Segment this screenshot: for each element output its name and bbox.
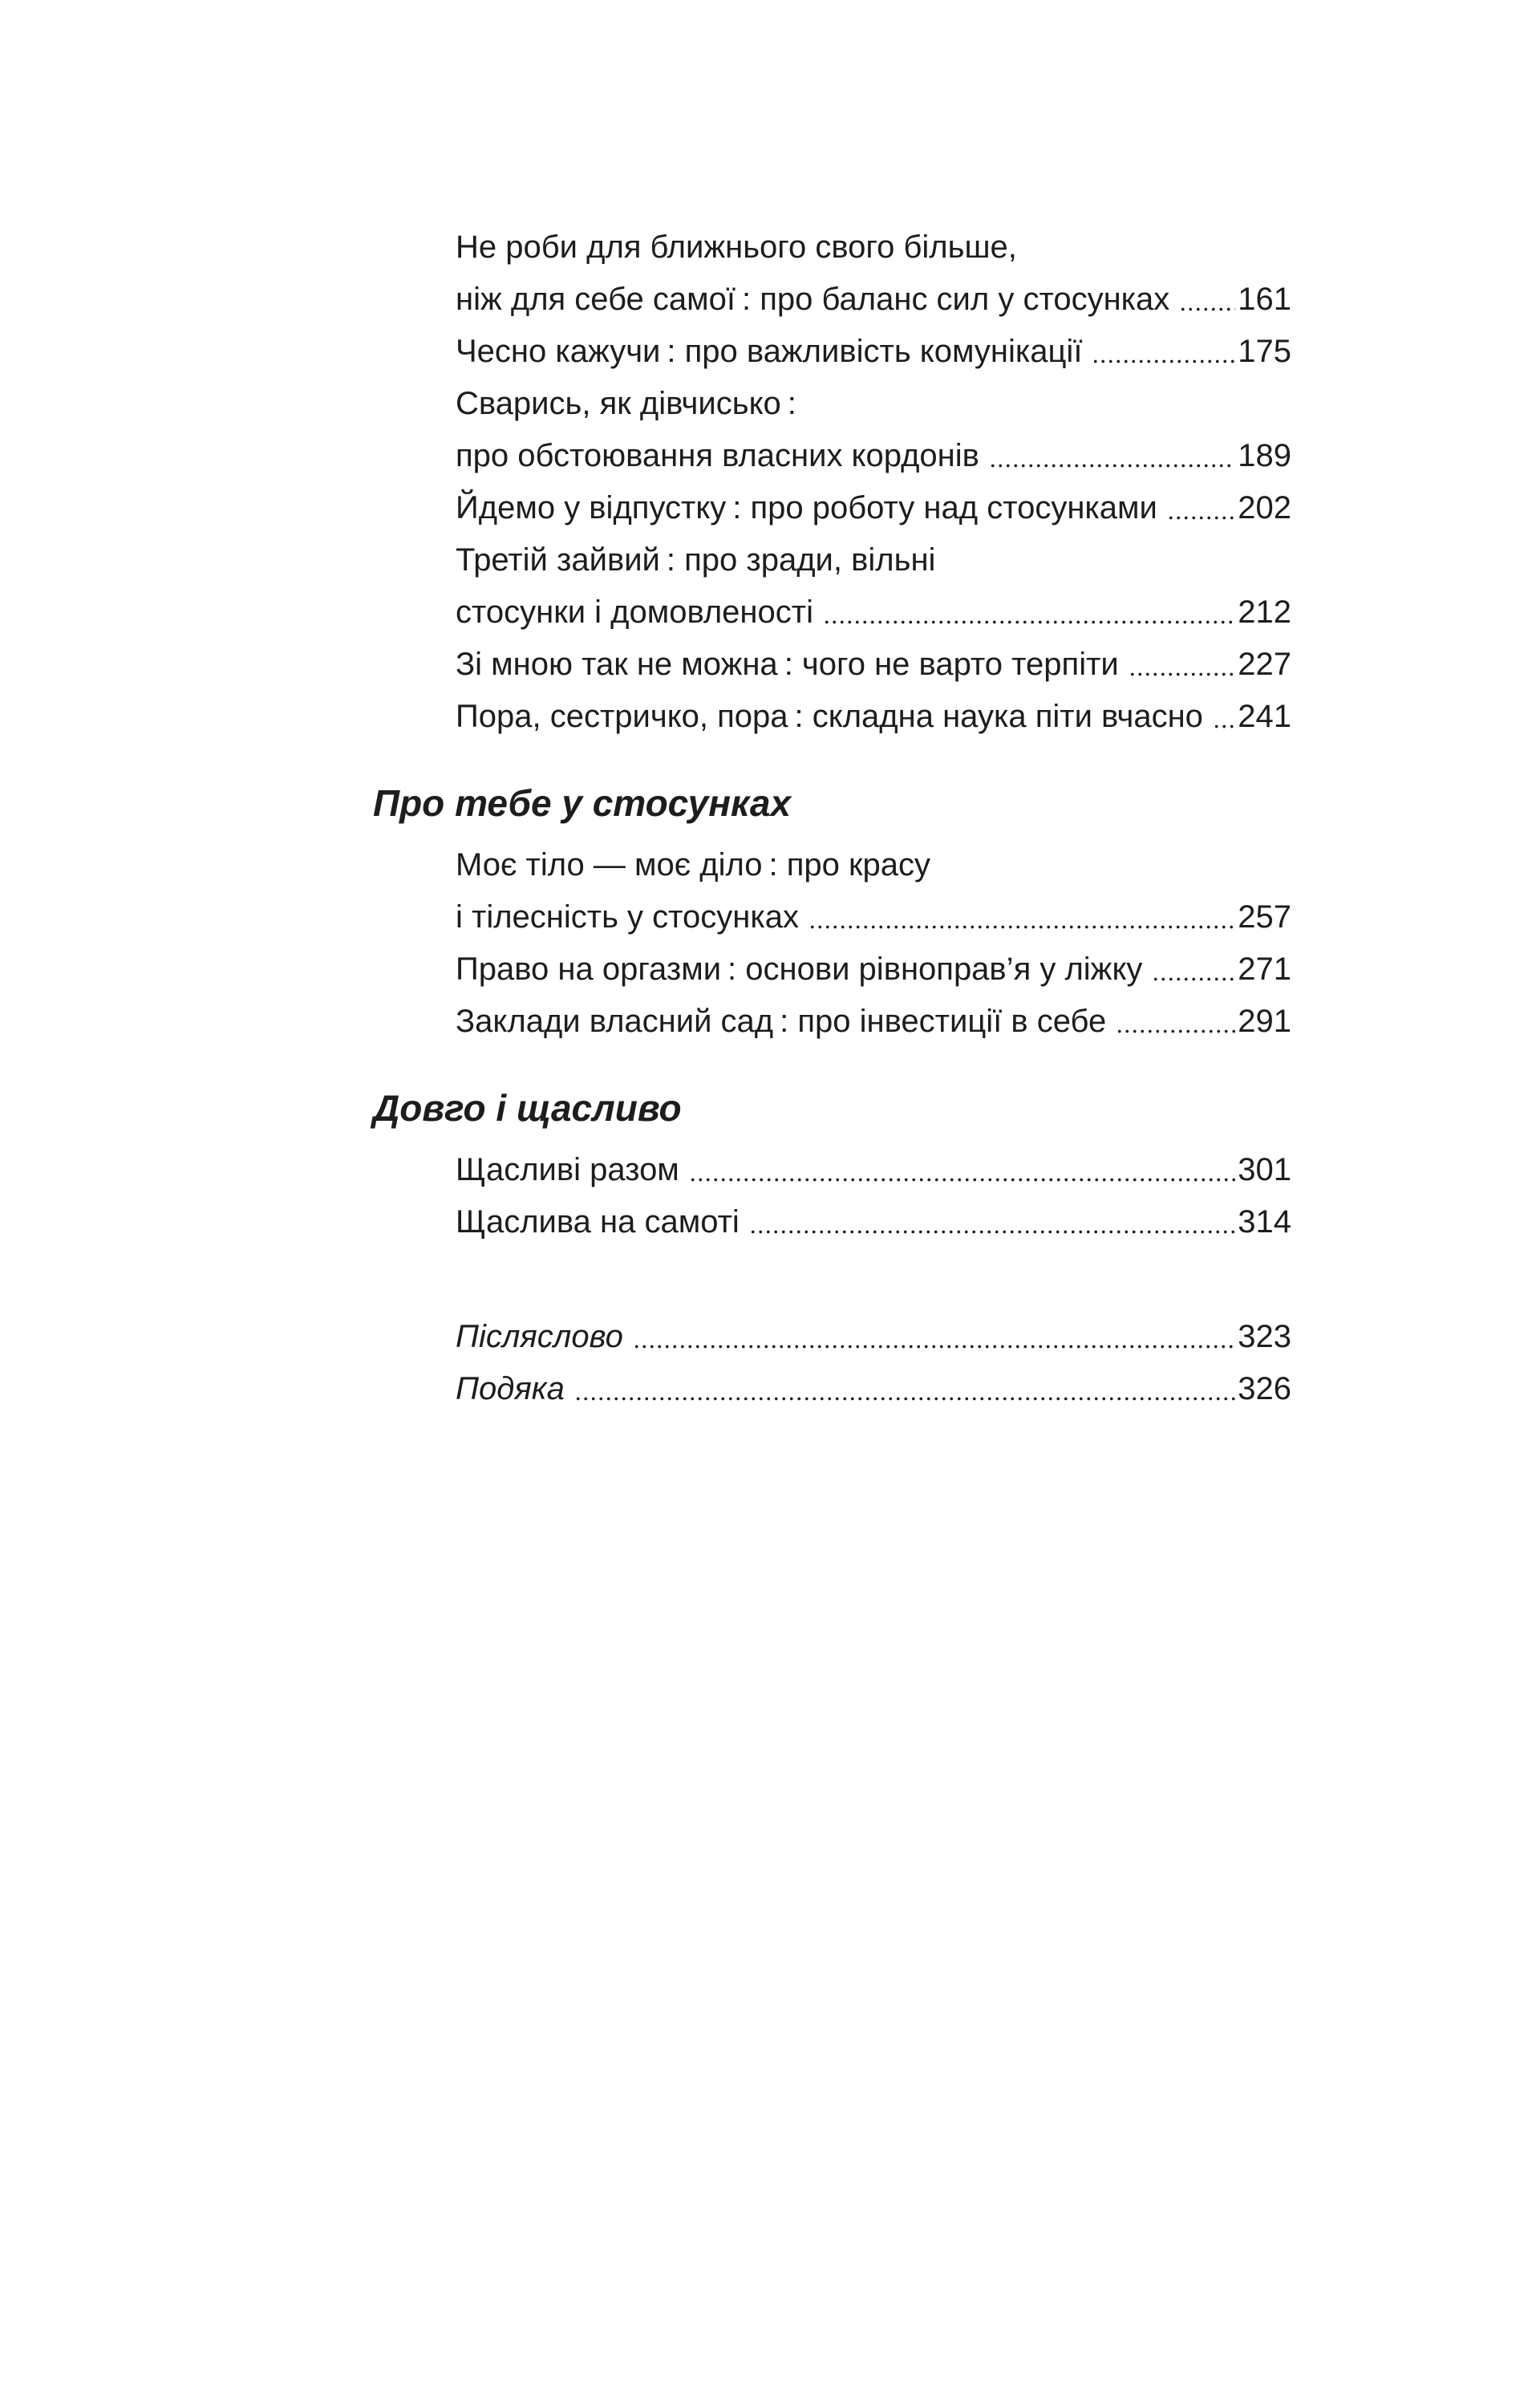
page-number: 241 bbox=[1238, 699, 1291, 734]
page-number: 189 bbox=[1238, 438, 1291, 473]
page-number: 175 bbox=[1238, 334, 1291, 369]
page-number: 301 bbox=[1238, 1152, 1291, 1187]
page-number: 271 bbox=[1238, 952, 1291, 987]
toc-entry-line-with-page bbox=[456, 430, 1291, 482]
toc-entry bbox=[373, 534, 1291, 639]
dot-leader bbox=[808, 925, 1235, 929]
toc-entry-line-with-page bbox=[456, 996, 1291, 1048]
dot-leader bbox=[989, 464, 1235, 468]
toc-entry bbox=[373, 221, 1291, 326]
dot-leader bbox=[574, 1397, 1235, 1401]
toc-section bbox=[373, 221, 1291, 743]
dot-leader bbox=[1179, 307, 1235, 311]
toc-entry-line-with-page bbox=[456, 1144, 1291, 1196]
toc-section bbox=[373, 1080, 1291, 1248]
dot-leader bbox=[1129, 672, 1236, 676]
entry-title: Щаслива на самоті bbox=[456, 1204, 740, 1240]
dot-leader bbox=[689, 1178, 1235, 1182]
toc-entry-line-with-page bbox=[456, 891, 1291, 943]
dot-leader bbox=[1167, 516, 1235, 520]
dot-leader bbox=[1092, 359, 1235, 363]
entry-title: Моє тіло — моє діло : про красу bbox=[456, 847, 931, 883]
dot-leader bbox=[633, 1345, 1235, 1349]
entry-title: ніж для себе самої : про баланс сил у стосунках bbox=[456, 282, 1170, 317]
toc-entry bbox=[373, 639, 1291, 691]
toc-entry-line bbox=[456, 221, 1291, 274]
dot-leader bbox=[749, 1230, 1235, 1234]
entry-title: Заклади власний сад : про інвестиції в себе bbox=[456, 1004, 1107, 1039]
toc-entry bbox=[373, 1311, 1291, 1363]
entry-title: Йдемо у відпустку : про роботу над стосунками bbox=[456, 490, 1157, 525]
page-number: 323 bbox=[1238, 1319, 1291, 1354]
entry-title: і тілесність у стосунках bbox=[456, 899, 799, 935]
toc-section bbox=[373, 1311, 1291, 1415]
entry-title: Не роби для ближнього свого більше, bbox=[456, 229, 1017, 265]
entry-title: стосунки і домовленості bbox=[456, 594, 813, 630]
entry-title: Третій зайвий : про зради, вільні bbox=[456, 542, 936, 578]
toc-section-heading: Довго і щасливо bbox=[373, 1087, 682, 1129]
page-number: 212 bbox=[1238, 594, 1291, 630]
toc-entry bbox=[373, 378, 1291, 482]
page-number: 326 bbox=[1238, 1371, 1291, 1406]
toc-entry bbox=[373, 691, 1291, 743]
entry-title: Чесно кажучи : про важливість комунікації bbox=[456, 334, 1083, 369]
toc-entry-line-with-page bbox=[456, 274, 1291, 326]
dot-leader bbox=[1116, 1029, 1235, 1033]
page-number: 227 bbox=[1238, 647, 1291, 682]
entry-title: Пора, сестричко, пора : складна наука піти вчасно bbox=[456, 699, 1203, 734]
entry-title: Зі мною так не можна : чого не варто терпіти bbox=[456, 647, 1119, 682]
toc-entry bbox=[373, 839, 1291, 943]
page-number: 257 bbox=[1238, 899, 1291, 935]
toc-entry-line-with-page bbox=[456, 1363, 1291, 1415]
toc-entry bbox=[373, 1363, 1291, 1415]
toc-section bbox=[373, 775, 1291, 1048]
dot-leader bbox=[1213, 724, 1235, 728]
toc-entry bbox=[373, 1196, 1291, 1248]
dot-leader bbox=[1152, 977, 1235, 981]
toc-entry-line bbox=[456, 378, 1291, 430]
toc-entry-line-with-page bbox=[456, 586, 1291, 639]
entry-title: Сварись, як дівчисько : bbox=[456, 386, 796, 421]
toc-entry-line bbox=[456, 534, 1291, 586]
toc-entry bbox=[373, 326, 1291, 378]
toc-entry-line-with-page bbox=[456, 1196, 1291, 1248]
toc-entry bbox=[373, 943, 1291, 996]
entry-title: Право на оргазми : основи рівноправ’я у ліжку bbox=[456, 952, 1143, 987]
toc-entry-line-with-page bbox=[456, 326, 1291, 378]
page-number: 291 bbox=[1238, 1004, 1291, 1039]
dot-leader bbox=[823, 620, 1235, 624]
toc-entry bbox=[373, 996, 1291, 1048]
toc-entry bbox=[373, 1144, 1291, 1196]
toc-section-heading: Про тебе у стосунках bbox=[373, 782, 792, 824]
table-of-contents bbox=[373, 221, 1291, 1415]
toc-entry-line bbox=[456, 839, 1291, 891]
page-number: 202 bbox=[1238, 490, 1291, 525]
page-number: 161 bbox=[1238, 282, 1291, 317]
entry-title: Післяслово bbox=[456, 1319, 623, 1354]
toc-entry-line-with-page bbox=[456, 1311, 1291, 1363]
entry-title: про обстоювання власних кордонів bbox=[456, 438, 979, 473]
toc-entry-line-with-page bbox=[456, 691, 1291, 743]
toc-entry-line-with-page bbox=[456, 482, 1291, 534]
page-number: 314 bbox=[1238, 1204, 1291, 1240]
toc-entry-line-with-page bbox=[456, 943, 1291, 996]
entry-title: Подяка bbox=[456, 1371, 565, 1406]
entry-title: Щасливі разом bbox=[456, 1152, 679, 1187]
toc-entry bbox=[373, 482, 1291, 534]
toc-entry-line-with-page bbox=[456, 639, 1291, 691]
